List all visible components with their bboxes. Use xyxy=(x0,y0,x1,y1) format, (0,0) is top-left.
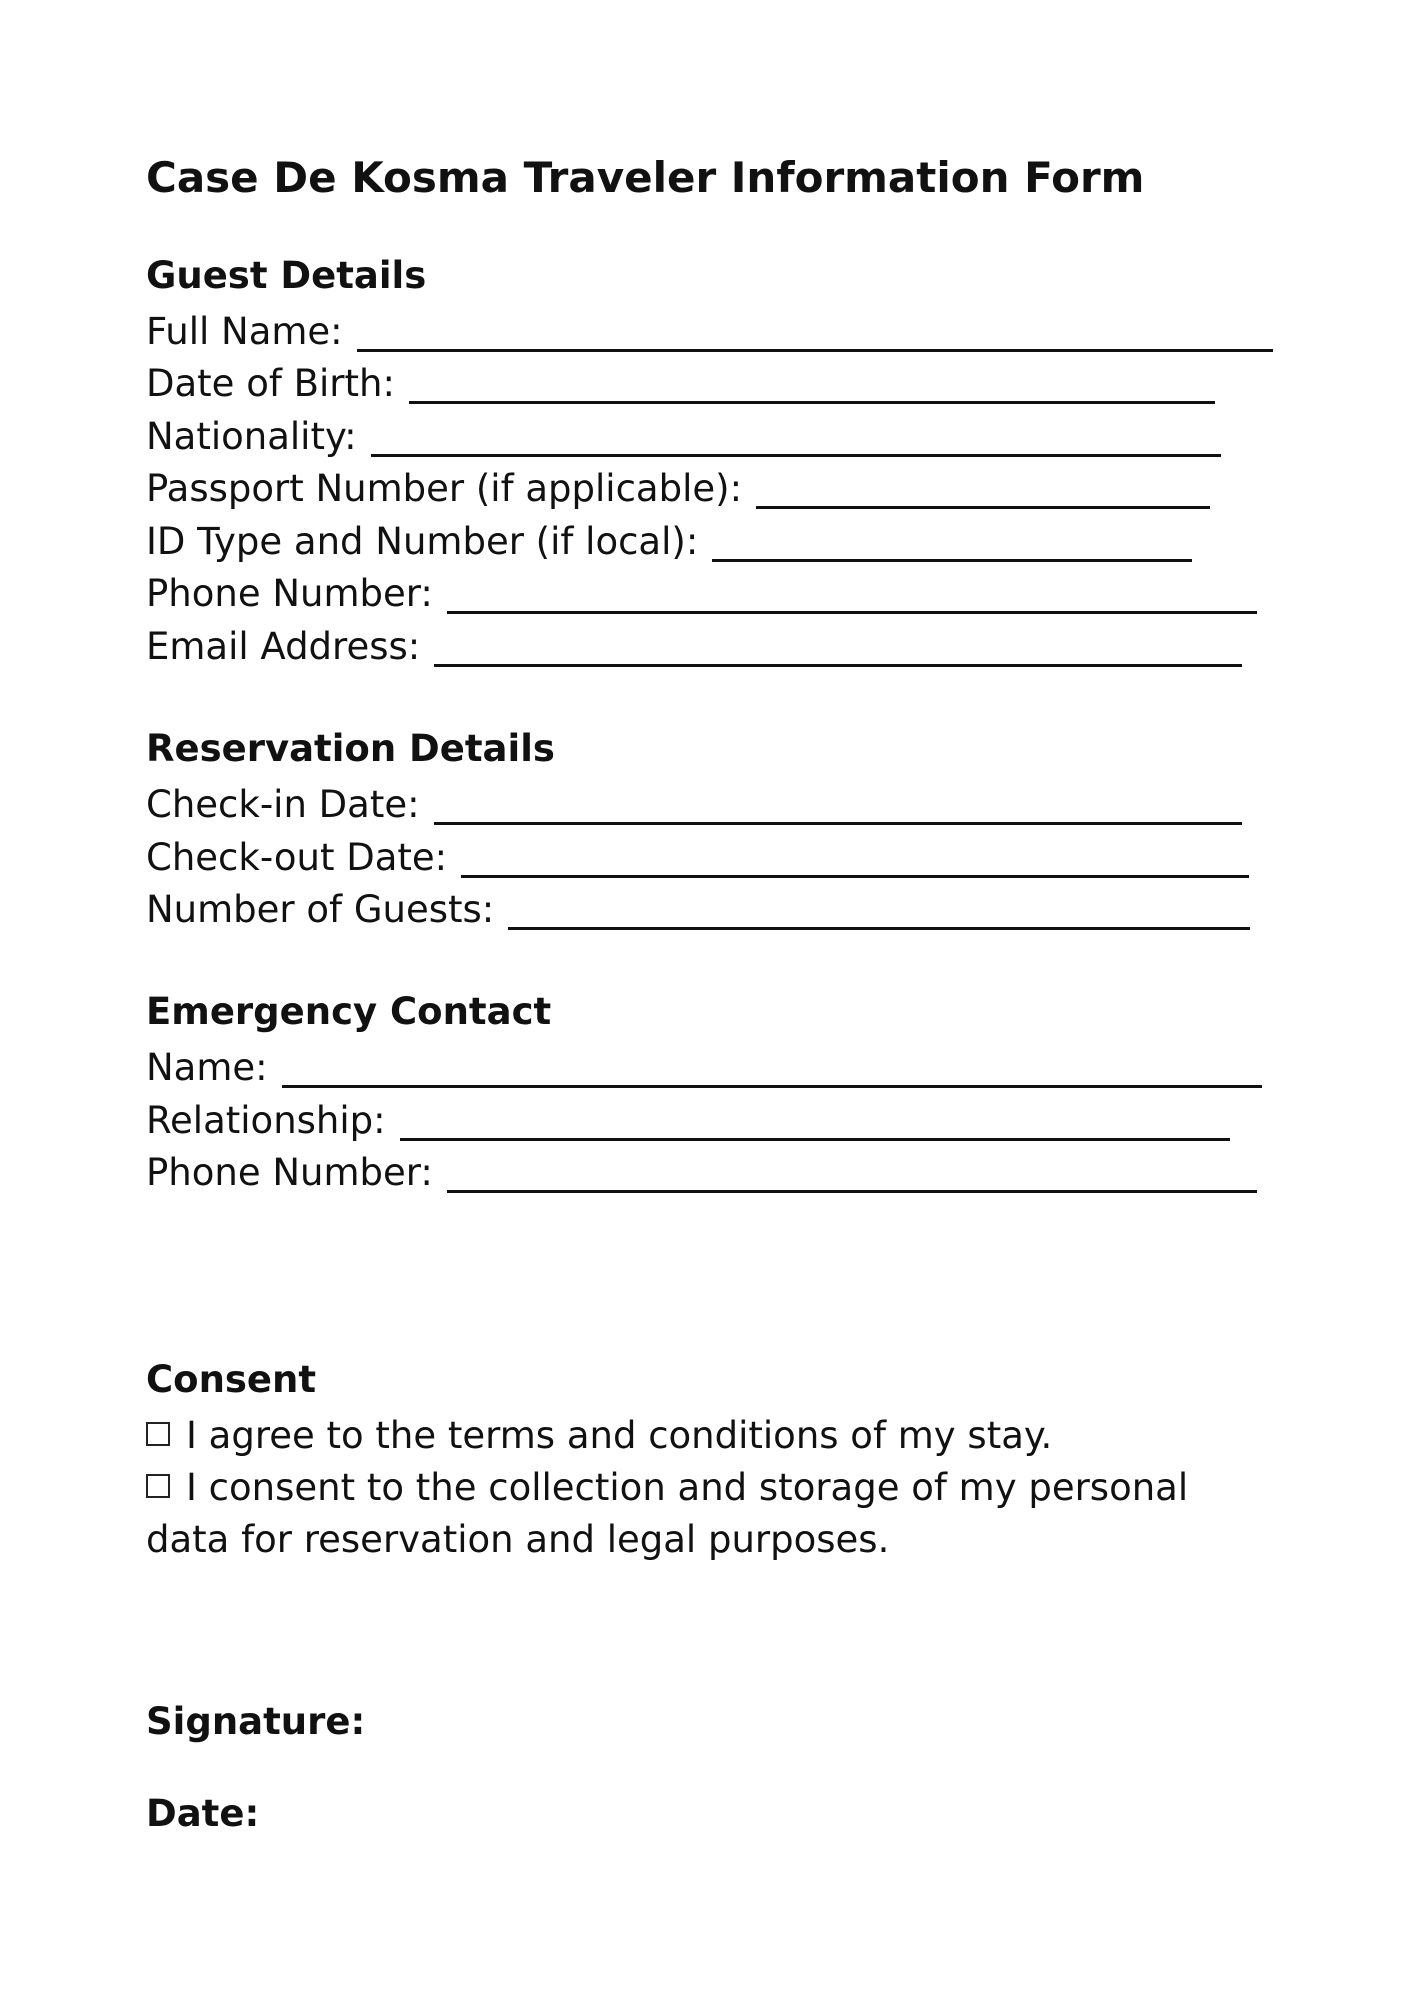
check-out-date-label: Check-out Date: xyxy=(146,836,448,879)
guest-phone-number-label: Phone Number: xyxy=(146,572,433,615)
form-title: Case De Kosma Traveler Information Form xyxy=(146,153,1145,202)
full-name-field[interactable] xyxy=(146,306,1273,358)
id-type-number-line[interactable] xyxy=(712,559,1192,562)
date-of-birth-line[interactable] xyxy=(409,401,1215,404)
relationship-field[interactable] xyxy=(146,1095,1230,1147)
id-type-number-field[interactable] xyxy=(146,516,1192,568)
check-out-date-field[interactable] xyxy=(146,832,1249,884)
nationality-field[interactable] xyxy=(146,411,1221,463)
number-of-guests-label: Number of Guests: xyxy=(146,888,495,931)
emergency-phone-number-line[interactable] xyxy=(447,1190,1257,1193)
consent-terms-item[interactable] xyxy=(146,1410,1266,1462)
passport-number-label: Passport Number (if applicable): xyxy=(146,467,743,510)
emergency-name-line[interactable] xyxy=(282,1085,1262,1088)
nationality-label: Nationality: xyxy=(146,415,357,458)
guest-phone-number-field[interactable] xyxy=(146,568,1257,620)
date-of-birth-label: Date of Birth: xyxy=(146,362,395,405)
date-label: Date: xyxy=(146,1792,260,1835)
checkbox-terms[interactable] xyxy=(146,1422,170,1446)
checkbox-data-consent[interactable] xyxy=(146,1474,170,1498)
email-address-line[interactable] xyxy=(434,664,1242,667)
check-out-date-line[interactable] xyxy=(461,875,1249,878)
consent-terms-text: I agree to the terms and conditions of my stay. xyxy=(186,1414,1053,1457)
emergency-name-label: Name: xyxy=(146,1046,268,1089)
number-of-guests-line[interactable] xyxy=(508,927,1250,930)
emergency-name-field[interactable] xyxy=(146,1042,1262,1094)
email-address-label: Email Address: xyxy=(146,625,421,668)
emergency-phone-number-label: Phone Number: xyxy=(146,1151,433,1194)
nationality-line[interactable] xyxy=(371,454,1221,457)
relationship-line[interactable] xyxy=(400,1138,1230,1141)
consent-data-item[interactable] xyxy=(146,1462,1266,1566)
guest-phone-number-line[interactable] xyxy=(447,611,1257,614)
passport-number-line[interactable] xyxy=(756,506,1210,509)
email-address-field[interactable] xyxy=(146,621,1242,673)
emergency-contact-heading: Emergency Contact xyxy=(146,990,552,1033)
number-of-guests-field[interactable] xyxy=(146,884,1250,936)
signature-label: Signature: xyxy=(146,1700,366,1743)
check-in-date-field[interactable] xyxy=(146,779,1242,831)
emergency-phone-number-field[interactable] xyxy=(146,1147,1257,1199)
relationship-label: Relationship: xyxy=(146,1099,386,1142)
reservation-details-heading: Reservation Details xyxy=(146,727,555,770)
guest-details-heading: Guest Details xyxy=(146,254,427,297)
check-in-date-label: Check-in Date: xyxy=(146,783,420,826)
id-type-number-label: ID Type and Number (if local): xyxy=(146,520,699,563)
full-name-line[interactable] xyxy=(357,349,1273,352)
check-in-date-line[interactable] xyxy=(434,822,1242,825)
passport-number-field[interactable] xyxy=(146,463,1210,515)
consent-data-text: I consent to the collection and storage of my personal data for reservation and legal purposes. xyxy=(146,1466,1189,1561)
date-of-birth-field[interactable] xyxy=(146,358,1215,410)
full-name-label: Full Name: xyxy=(146,310,343,353)
consent-list xyxy=(146,1410,1266,1566)
consent-heading: Consent xyxy=(146,1358,317,1401)
